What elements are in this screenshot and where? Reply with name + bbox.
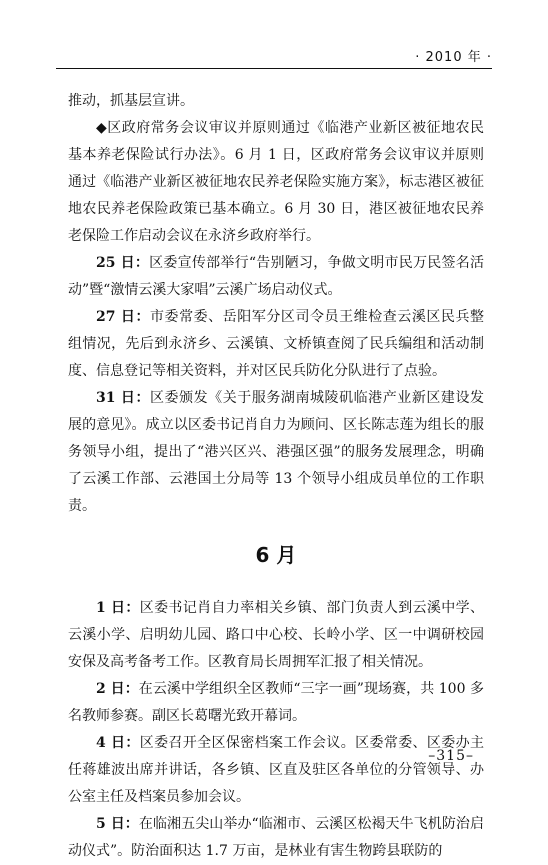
page-body: [68, 88, 484, 865]
running-header: [56, 46, 492, 66]
header-rule: [56, 68, 492, 69]
entry-text: 区委宣传部举行“告别陋习，争做文明市民万民签名活动”暨“激情云溪大家唱”云溪广场启动仪式。: [68, 255, 485, 298]
entry-date: 5 日：: [96, 816, 139, 832]
entry-text: 推动，抓基层宣讲。: [68, 93, 194, 109]
section-title-june: 6 月: [255, 543, 297, 567]
entry-paragraph: [68, 730, 484, 811]
entry-text: 市委常委、岳阳军分区司令员王维检查云溪区民兵整组情况，先后到永济乡、云溪镇、文桥镇查阅了民兵编组和活动制度、信息登记等相关资料，并对区民兵防化分队进行了点验。: [68, 309, 485, 379]
entry-date: 31 日：: [96, 390, 150, 406]
entry-paragraph: [68, 385, 484, 520]
entry-date: 4 日：: [96, 735, 140, 751]
entry-paragraph: [68, 88, 484, 115]
entry-text: 在云溪中学组织全区教师“三字一画”现场赛，共 100 多名教师参赛。副区长葛曙光致开幕词。: [68, 681, 484, 724]
entry-paragraph: [68, 250, 484, 304]
entry-paragraph: [68, 115, 484, 250]
entry-paragraph: [68, 676, 484, 730]
entry-date: 1 日：: [96, 600, 140, 616]
entry-text: ◆区政府常务会议审议并原则通过《临港产业新区被征地农民基本养老保险试行办法》。6 月 1 日，区政府常务会议审议并原则通过《临港产业新区被征地农民养老保险实施方案》，标志港区被征地农民养老保险政策已基本确立。6 月 30 日，港区被征地农民养老保险工作启动会议在永济乡政府举行。: [68, 120, 484, 244]
page-number: –315–: [428, 748, 474, 764]
entry-text: 在临湘五尖山举办“临湘市、云溪区松褐天牛飞机防治启动仪式”。防治面积达 1.7 万亩，是林业有害生物跨县联防的: [68, 816, 485, 859]
june-entries: [68, 595, 484, 865]
entry-paragraph: [68, 304, 484, 385]
entry-paragraph: [68, 595, 484, 676]
entry-date: 27 日：: [96, 309, 150, 325]
entry-date: 2 日：: [96, 681, 139, 697]
entry-text: 区委书记肖自力率相关乡镇、部门负责人到云溪中学、云溪小学、启明幼儿园、路口中心校、长岭小学、区一中调研校园安保及高考备考工作。区教育局长周拥军汇报了相关情况。: [68, 600, 484, 670]
entry-date: 25 日：: [96, 255, 150, 271]
entry-paragraph: [68, 811, 484, 865]
entry-text: 区委召开全区保密档案工作会议。区委常委、区委办主任蒋雄波出席并讲话，各乡镇、区直及驻区各单位的分管领导、办公室主任及档案员参加会议。: [68, 735, 484, 805]
entry-text: 区委颁发《关于服务湖南城陵矶临港产业新区建设发展的意见》。成立以区委书记肖自力为顾问、区长陈志莲为组长的服务领导小组，提出了“港兴区兴、港强区强”的服务发展理念，明确了云溪工作部、云港国土分局等 13 个领导小组成员单位的工作职责。: [68, 390, 485, 514]
may-entries: [68, 88, 484, 520]
year-label: · 2010 年 ·: [415, 50, 492, 65]
